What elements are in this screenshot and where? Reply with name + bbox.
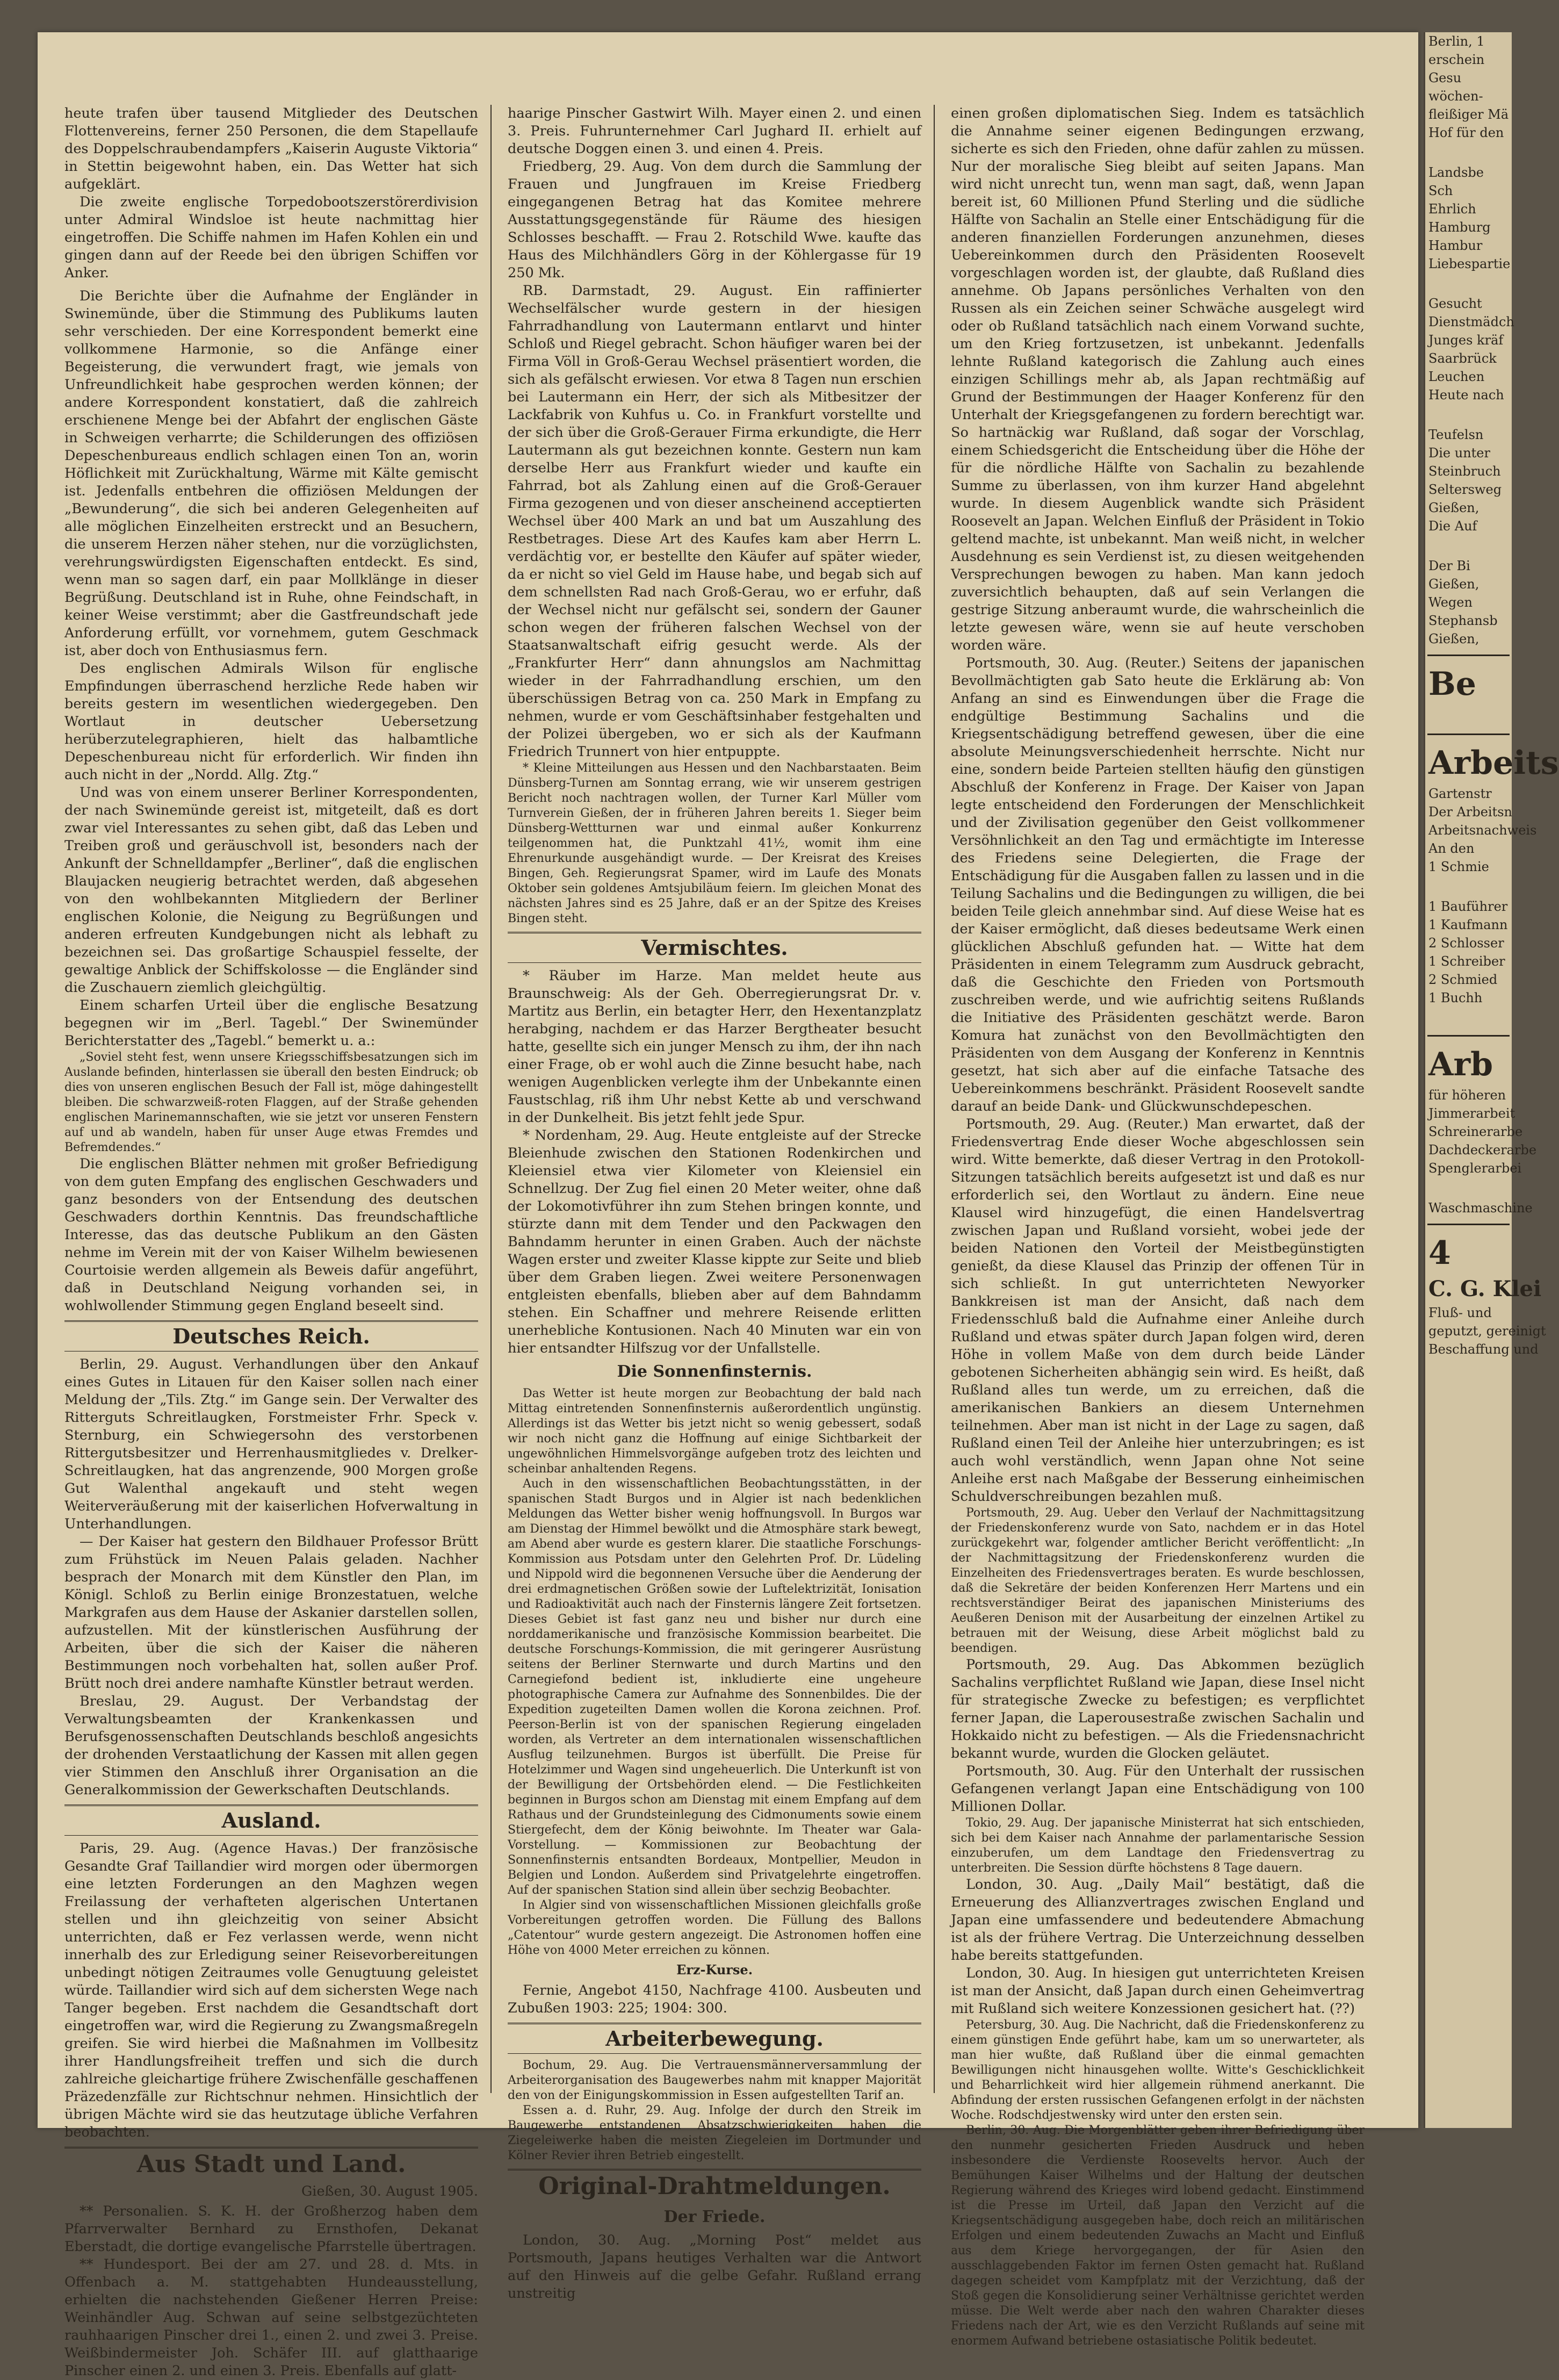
strip-text-fragment: Die Auf [1428,519,1477,534]
article-paragraph: RB. Darmstadt, 29. August. Ein raffinierter Wechselfälscher wurde gestern in der hiesigen Fahrradhandlung von Lautermann entlarvt und hinter Schloß und Riegel gebracht. Schon häufiger waren bei der Firma Völl in Groß-Gerau Wechsel präsentiert worden, die sich als gefälscht erwiesen. Vor etwa 8 Tagen nun erschien bei Lautermann ein Herr, der sich als Mitbesitzer der Lackfabrik von Kuhfus u. Co. in Frankfurt vorstellte und der sich über die Groß-Gerauer Firma erkundigte, die Herr Lautermann als gut bezeichnen konnte. Gestern nun kam derselbe Herr aus Frankfurt wieder und kaufte ein Fahrrad, bot als Zahlung einen auf die Groß-Gerauer Firma gezogenen und von dieser anscheinend acceptierten Wechsel über 400 Mark an und bat um Auszahlung des Restbetrages. Diese Art des Kaufes kam aber Herrn L. verdächtig vor, er bestellte den Käufer auf später wieder, da er nicht so viel Geld im Hause habe, und begab sich auf dem schnellsten Rad nach Groß-Gerau, wo er erfuhr, daß der Wechsel nicht nur gefälscht sei, sondern der Gauner schon wegen der früheren falschen Wechsel von der Staatsanwaltschaft eifrig gesucht werde. Als der „Frankfurter Herr“ dann ahnungslos am Nachmittag wieder in der Fahrradhandlung erschien, um den überschüssigen Betrag von ca. 250 Mark in Empfang zu nehmen, wurde er vom Geschäftsinhaber festgehalten und der Polizei übergeben, wo er sich als der Kaufmann Friedrich Trunnert von hier entpuppte. [508,283,921,760]
section-heading-vermischtes: Vermischtes. [508,932,921,963]
strip-text-fragment: Wegen [1428,595,1473,610]
strip-text-fragment: Spenglerarbei [1428,1161,1522,1176]
strip-text-fragment: Dachdeckerarbe [1428,1142,1537,1157]
subheading-der-friede: Der Friede. [663,2208,766,2226]
strip-text-fragment: Gießen, [1428,500,1479,515]
strip-spacer [1425,535,1512,557]
article-paragraph: * Nordenham, 29. Aug. Heute entgleiste auf der Strecke Bleienhude zwischen den Stationen Rodenkirchen und Kleiensiel etwa vier Kilometer von Kleiensiel ein Schnellzug. Der Zug fiel einen 20 Meter weiter, ohne daß der Lokomotivführer ihn zum Stehen bringen konnte, und stürzte dann mit dem Tender und den Packwagen den Bahndamm herunter in einen Graben. Auch der nächste Wagen erster und zweiter Klasse kippte zur Seite und blieb über dem Graben liegen. Zwei weitere Personenwagen entgleisten ebenfalls, blieben aber auf dem Bahndamm stehen. Ein Schaffner und mehrere Reisende erlitten unerhebliche Kontusionen. Nach 40 Minuten war ein von hier entsandter Hilfszug vor der Unfallstelle. [508,1127,921,1356]
article-paragraph: Des englischen Admirals Wilson für englische Empfindungen überraschend herzliche Rede haben wir bereits gestern im wesentlichen wiedergegeben. Den Wortlaut in deutscher Uebersetzung herüberzutelegraphieren, hielt das halbamtliche Depeschenbureau nicht für erforderlich. Wir finden ihn auch nicht in der „Nordd. Allg. Ztg.“ [64,660,478,783]
strip-text-fragment: 1 Schmie [1428,859,1489,874]
strip-text-fragment: Be [1428,665,1476,703]
strip-text-fragment: Gartenstr [1428,786,1492,801]
strip-rule [1427,655,1510,656]
strip-text-fragment: Die unter [1428,445,1490,461]
article-paragraph: Berlin, 29. August. Verhandlungen über den Ankauf eines Gutes in Litauen für den Kaiser sollen nach einer Meldung der „Tils. Ztg.“ im Gange sein. Der Verwalter des Ritterguts Schreitlaugken, Forstmeister Frhr. Speck v. Sternburg, ein Schwiegersohn des verstorbenen Rittergutsbesitzer und Herrenhausmitgliedes v. Drelker-Schreitlaugken, hat das angrenzende, 900 Morgen große Gut Walenthal angekauft und steht wegen Weiterveräußerung mit der kaiserlichen Hofverwaltung in Unterhandlungen. [64,1356,478,1532]
strip-text-fragment: Ehrlich [1428,202,1476,217]
strip-spacer [1425,1007,1512,1029]
strip-text-fragment: 2 Schmied [1428,972,1498,987]
article-paragraph: In Algier sind von wissenschaftlichen Missionen gleichfalls große Vorbereitungen getroffen worden. Die Füllung des Ballons „Catentour“ wurde gestern angezeigt. Die Astronomen hoffen eine Höhe von 4000 Meter erreichen zu können. [508,1899,921,1957]
column-divider [490,105,492,2093]
strip-spacer [1425,273,1512,294]
article-paragraph: ** Hundesport. Bei der am 27. und 28. d. Mts. in Offenbach a. M. stattgehabten Hundeausstellung, erhielten die nachstehenden Gießener Herren Preise: Weinhändler Aug. Schwan auf seine selbstgezüchteten rauhhaarigen Pinscher drei 1., einen 2. und zwei 3. Preise. Weißbindermeister Joh. Schäfer III. auf glatthaarige Pinscher einen 2. und einen 3. Preis. Ebenfalls auf glatt- [64,2256,478,2379]
strip-text-fragment: geputzt, gereinigt [1428,1324,1546,1339]
strip-text-fragment: für höheren [1428,1088,1506,1103]
article-paragraph: Das Wetter ist heute morgen zur Beobachtung der bald nach Mittag eintretenden Sonnenfinsternis außerordentlich ungünstig. Allerdings ist das Wetter bis jetzt nicht so wenig gebessert, sodaß wir noch nicht ganz die Hoffnung auf einige Sichtbarkeit der ungewöhnlichen Himmelsvorgänge aufgeben trotz des leichten und scheinbar anhaltenden Regens. [508,1387,921,1476]
strip-text-fragment: Der Arbeitsn [1428,804,1513,819]
article-paragraph: Petersburg, 30. Aug. Die Nachricht, daß die Friedenskonferenz zu einem günstigen Ende geführt habe, kam um so unerwarteter, als man hier wußte, daß Rußland über die einmal gemachten Bewilligungen nicht hinausgehen wollte. Witte's Geschicklichkeit und Beharrlichkeit wird hier allgemein rühmend anerkannt. Die Abfindung der ersten russischen Gefangenen erfolgt in der nächsten Woche. Rodschdjestwensky wird unter den ersten sein. [951,2018,1365,2122]
newspaper-page [38,32,1418,2379]
strip-text-fragment: Leuchen [1428,369,1485,384]
dateline: Gießen, 30. August 1905. [301,2183,478,2199]
strip-text-fragment: Hamburg [1428,220,1491,235]
strip-text-fragment: fleißiger Mä [1428,107,1509,122]
strip-text-fragment: Der Bi [1428,558,1470,573]
strip-text-fragment: 4 [1428,1234,1451,1272]
strip-text-fragment: Jimmerarbeit [1428,1106,1515,1121]
article-paragraph: einen großen diplomatischen Sieg. Indem es tatsächlich die Annahme seiner eigenen Bedingungen erzwang, sicherte es sich den Frieden, ohne dafür zahlen zu müssen. Nur der moralische Sieg bleibt auf seiten Japans. Man wird nicht unrecht tun, wenn man sagt, daß, wenn Japan bereit ist, 60 Millionen Pfund Sterling und die südliche Hälfte von Sachalin an Stelle einer Entschädigung für die anderen finanziellen Forderungen anzunehmen, dieses Uebereinkommen durch den Präsidenten Roosevelt vorgeschlagen worden ist, der glaubte, daß Rußland dies annehme. Ob Japans persönliches Verhalten von den Russen als ein Zeichen seiner Schwäche ausgelegt wird oder ob Rußland tatsächlich nach einem Vorwand suchte, um den Krieg fortzusetzen, ist unbekannt. Jedenfalls lehnte Rußland kategorisch die Zahlung auch eines einzigen Schillings mehr ab, als Japan rechtmäßig auf Grund der Bestimmungen der Haager Konferenz für den Unterhalt der Kriegsgefangenen zu fordern berechtigt war. So hartnäckig war Rußland, daß sogar der Vorschlag, einem Schiedsgericht die Entscheidung über die Höhe der für die nördliche Hälfte von Sachalin zu bezahlende Summe zu überlassen, von ihm kurzer Hand abgelehnt wurde. In diesem Augenblick wandte sich Präsident Roosevelt an Japan. Welchen Einfluß der Präsident in Tokio geltend machte, ist unbekannt. Man weiß nicht, in welcher Ausdehnung es sein Verdienst ist, zu diesen weitgehenden Versprechungen bewogen zu haben. Man kann jedoch zuversichtlich behaupten, daß auf sein Verlangen die gestrige Sitzung anberaumt wurde, die wahrscheinlich die letzte gewesen wäre, wenn sie auf heute verschoben worden wäre. [951,105,1365,653]
strip-text-fragment: Waschmaschine [1428,1200,1533,1216]
article-paragraph: London, 30. Aug. „Daily Mail“ bestätigt, daß die Erneuerung des Allianzvertrages zwischen England und Japan eine umfassendere und bedeutendere Abmachung ist als der frühere Vertrag. Die Unterzeichnung desselben habe bereits stattgefunden. [951,1876,1365,1964]
column-2 [508,105,921,2302]
article-paragraph: Portsmouth, 30. Aug. Für den Unterhalt der russischen Gefangenen verlangt Japan eine Entschädigung von 100 Millionen Dollar. [951,1763,1365,1815]
strip-text-fragment: Fluß- und [1428,1305,1492,1320]
strip-text-fragment: Stephansb [1428,613,1498,628]
strip-text-fragment: Dienstmädch [1428,314,1514,329]
strip-text-fragment: Steinbruch [1428,464,1501,479]
article-quote: „Soviel steht fest, wenn unsere Kriegsschiffsbesatzungen sich im Auslande befinden, hinterlassen sie überall den besten Eindruck; ob dies von unseren englischen Besuch der Fall ist, möge dahingestellt bleiben. Die schwarzweiß-roten Flaggen, auf der Straße gehenden englischen Marinemannschaften, wie sie jetzt vor unseren Fenstern auf und ab wandeln, haben für unser Auge etwas Fremdes und Befremdendes.“ [64,1051,478,1154]
article-paragraph: Essen a. d. Ruhr, 29. Aug. Infolge der durch den Streik im Baugewerbe entstandenen Absatzschwierigkeiten haben die Ziegeleiwerke haben die meisten Ziegeleien im Dortmunder und Kölner Revier ihren Betrieb eingestellt. [508,2104,921,2162]
strip-text-fragment: 1 Buchh [1428,990,1483,1005]
strip-text-fragment: Arbeitsnachweis [1428,823,1537,838]
strip-text-fragment: 1 Bauführer [1428,899,1508,914]
article-paragraph: Berlin, 30. Aug. Die Morgenblätter geben ihrer Befriedigung über den nunmehr gesicherten Frieden Ausdruck und heben insbesondere die Verdienste Roosevelts hervor. Auch der Bemühungen Kaiser Wilhelms und der Haltung der deutschen Regierung während des Krieges wird lobend gedacht. Einstimmend ist die Presse im Urteil, daß Japan den Verzicht auf die Kriegsentschädigung ausgegeben habe, doch reich an militärischen Erfolgen und einem bedeutenden Zuwachs an Macht und Einfluß aus dem Kriege hervorgegangen, der für Asien den ausschlaggebenden Faktor im fernen Osten gemacht hat. Rußland dagegen scheidet vom Kampfplatz mit der Verzichtung, daß der Stoß gegen die Konsolidierung seiner Verhältnisse gerichtet werden müsse. Die Welt werde aber nach den wahren Charakter dieses Friedens nach der Art, wie es den Verzicht Rußlands auf seine mit enormem Aufwand betriebene ostasiatische Politik bedeutet. [951,2124,1365,2348]
strip-text-fragment: erschein [1428,52,1485,67]
article-paragraph: Paris, 29. Aug. (Agence Havas.) Der französische Gesandte Graf Taillandier wird morgen oder übermorgen eine letzten Forderungen an den Maghzen wegen Freilassung der verhafteten algerischen Untertanen stellen und ihn gleichzeitig von seiner Absicht unterrichten, daß er Fez verlassen werde, wenn nicht innerhalb des zur Erledigung seiner Reisevorbereitungen unbedingt nötigen Zeitraumes volle Genugtuung geleistet würde. Taillandier wird sich auf dem sichersten Wege nach Tanger begeben. Erst nachdem die Gesandtschaft dort eingetroffen war, wird die Regierung zu Zwangsmaßregeln greifen. Sie wird hierbei die Maßnahmen im Vollbesitz ihrer Handlungsfreiheit treffen und sich die durch zahlreiche gleichartige frühere Zwischenfälle geschaffenen Präzedenzfälle zur Richtschnur nehmen. Hinsichtlich der übrigen Mächte wird sie das heutzutage übliche Verfahren beobachten. [64,1840,478,2140]
article-paragraph: Portsmouth, 30. Aug. (Reuter.) Seitens der japanischen Bevollmächtigten gab Sato heute die Erklärung ab: Von Anfang an sind es Einwendungen über die Frage die endgültige Bestimmung Sachalins und die Kriegsentschädigung betreffend gewesen, über die eine absolute Meinungsverschiedenheit herrschte. Nicht nur eine, sondern beide Parteien stellten häufig den günstigen Abschluß der Konferenz in Frage. Der Kaiser von Japan legte entscheidend den Forderungen der Menschlichkeit und der Zivilisation gegenüber den Geist vollkommener Versöhnlichkeit an den Tag und ermächtigte im Interesse des Friedens seine Delegierten, die Frage der Entschädigung für die Ausgaben fallen zu lassen und in die Teilung Sachalins und die Bedingungen zu willigen, die bei beiden Teile gleich annehmbar sind. Auf diese Weise hat es der Kaiser ermöglicht, daß dieses bedeutsame Werk einen glücklichen Abschluß gefunden hat. — Witte hat dem Präsidenten in einem Telegramm zum Ausdruck gebracht, daß die Geschichte den Frieden von Portsmouth zuschreiben werde, und wie aufrichtig seitens Rußlands die Initiative des Präsidenten geschätzt werde. Baron Komura hat zunächst von den Bevollmächtigten den Präsidenten von dem Ausgang der Konferenz in Kenntnis gesetzt, hat sich aber auf die einfache Tatsache des Uebereinkommens beschränkt. Präsident Roosevelt sandte darauf an beide Dank- und Glückwunschdepeschen. [951,655,1365,1114]
strip-rule [1427,1224,1510,1225]
strip-text-fragment: Gesu [1428,70,1462,85]
strip-rule [1427,1035,1510,1037]
column-1 [64,105,478,2379]
subheading-sonnenfinsternis: Die Sonnenfinsternis. [617,1362,812,1381]
article-paragraph: heute trafen über tausend Mitglieder des Deutschen Flottenvereins, ferner 250 Personen, die dem Stapellaufe des Doppelschraubendampfers „Kaiserin Auguste Viktoria“ in Stettin beigewohnt haben, ein. Das Wetter hat sich aufgeklärt. [64,105,478,192]
column-3 [951,105,1365,2348]
strip-spacer [1425,1358,1512,1380]
article-paragraph: Fernie, Angebot 4150, Nachfrage 4100. Ausbeuten und Zubußen 1903: 225; 1904: 300. [508,1982,921,2016]
strip-text-fragment: An den [1428,841,1475,856]
article-paragraph: Die englischen Blätter nehmen mit großer Befriedigung von dem guten Empfang des englischen Geschwaders und ganz besonders von der Entsendung des deutschen Geschwaders dorthin Kenntnis. Das freundschaftliche Interesse, das das deutsche Publikum an den Gästen nehme im Verein mit der von Kaiser Wilhelm bewiesenen Courtoisie werden allgemein als Beweis dafür angeführt, daß in Deutschland Neigung vorhanden sei, in wohlwollender Stimmung gegen England beseelt sind. [64,1156,478,1314]
strip-text-fragment: Sch [1428,183,1453,198]
article-paragraph: Auch in den wissenschaftlichen Beobachtungsstätten, in der spanischen Stadt Burgos und in Algier ist nach bedenklichen Meldungen das Wetter bisher wenig hoffnungsvoll. In Burgos war am Dienstag der Himmel bewölkt und die Atmosphäre stark bewegt, am Abend aber wurde es gestern klarer. Die staatliche Forschungs-Kommission aus Potsdam unter den Gelehrten Prof. Dr. Lüdeling und Nippold wird die begonnenen Versuche über die Aenderung der drei erdmagnetischen Größen sowie der Luftelektrizität, Ionisation und Radioaktivität auch nach der Finsternis längere Zeit fortsetzen. Dieses Gebiet ist fast ganz neu und bisher nur durch eine norddamerikanische und französische Kommission bearbeitet. Die deutsche Forschungs-Kommission, die mit geringerer Ausrüstung seitens der Berliner Sternwarte und durch Martins und den Carnegiefond bedient ist, inkludierte eine ungeheure photographische Camera zur Aufnahme des Sonnenbildes. Die der Expedition zugeteilten Damen wollen die Korona zeichnen. Prof. Peerson-Berlin ist von der spanischen Regierung eingeladen worden, als Vertreter an dem internationalen wissenschaftlichen Ausflug teilzunehmen. Burgos ist überfüllt. Die Preise für Hotelzimmer und Wagen sind ungeheuerlich. Die Unterkunft ist von der Bewilligung der Ortsbehörden elend. — Die Festlichkeiten beginnen in Burgos schon am Dienstag mit einem Empfang auf dem Rathaus und der Grundsteinlegung des Cidmonuments sowie einem Stiergefecht, dem der König beiwohnte. Im Theater war Gala-Vorstellung. — Kommissionen zur Beobachtung der Sonnenfinsternis entsandten Bordeaux, Montpellier, Meudon in Belgien und London. Außerdem sind Privatgelehrte eingetroffen. Auf der spanischen Station sind allein über sechzig Beobachter. [508,1477,921,1897]
strip-text-fragment: Gießen, [1428,577,1479,592]
article-paragraph: Die Berichte über die Aufnahme der Engländer in Swinemünde, über die Stimmung des Publikums lauten sehr verschieden. Der eine Korrespondent bemerkt eine vollkommene Harmonie, so die Anfänge einer Begeisterung, die verwundert fragt, wie jemals von Unfreundlichkeit habe gesprochen werden können; der andere Korrespondent konstatiert, daß die zahlreich erschienene Menge bei der Abfahrt der englischen Gäste in Schweigen verharrte; die Schilderungen des offiziösen Depeschenbureaus endlich schlagen einen Ton an, worin Höflichkeit mit Zurückhaltung, Wärme mit Kälte gemischt ist. Jedenfalls entbehren die offiziösen Meldungen der „Bewunderung“, die sich bei anderen Gelegenheiten auf alle möglichen Einzelheiten erstreckt und an Besuchern, die unserem Herzen näher stehen, nur die vorzüglichsten, verehrungswürdigsten Eigenschaften entdeckt. Es sind, wenn man so sagen darf, ein paar Mollklänge in dieser Begrüßung. Deutschland ist in Ruhe, ohne Feindschaft, in keiner Weise verstimmt; aber die Gastfreundschaft jede Anforderung erfüllt, vor vornehmem, gutem Geschmack ist, aber doch von Enthusiasmus fern. [64,288,478,659]
article-paragraph: Friedberg, 29. Aug. Von dem durch die Sammlung der Frauen und Jungfrauen im Kreise Friedberg eingegangenen Betrag hat das Komitee mehrere Ausstattungsgegenstände für Räume des hiesigen Schlosses beschafft. — Frau 2. Rotschild Wwe. kaufte das Haus des Milchhändlers Görg in der Köhlergasse für 19 250 Mk. [508,159,921,281]
article-paragraph: * Räuber im Harze. Man meldet heute aus Braunschweig: Als der Geh. Oberregierungsrat Dr. v. Martitz aus Berlin, ein betagter Herr, den Hexentanzplatz herabging, nachdem er das Harzer Bergtheater besucht hatte, gesellte sich ein junger Mensch zu ihm, der ihn nach einer Frage, ob er wohl auch die Zinne besucht habe, nach wenigen Augenblicken verlegte ihm der Unbekannte einen Faustschlag, riß ihm Uhr nebst Kette ab und verschwand in der Dunkelheit. Bis jetzt fehlt jede Spur. [508,968,921,1126]
article-paragraph: London, 30. Aug. In hiesigen gut unterrichteten Kreisen ist man der Ansicht, daß Japan durch einen Geheimvertrag mit Rußland sich weitere Konzessionen gesichert hat. (??) [951,1965,1365,2017]
article-paragraph: * Kleine Mitteilungen aus Hessen und den Nachbarstaaten. Beim Dünsberg-Turnen am Sonntag errang, wie wir unserem gestrigen Bericht noch nachtragen wollen, der Turner Karl Müller vom Turnverein Gießen, der in früheren Jahren bereits 1. Sieger beim Dünsberg-Wettturnen war und einmal außer Konkurrenz teilgenommen hat, die Punktzahl 41½, womit ihm eine Ehrenurkunde ausgehändigt wurde. — Der Kreisrat des Kreises Bingen, Geh. Regierungsrat Spamer, wird im Laufe des Monats Oktober sein goldenes Amtsjubiläum feiern. Im gleichen Monat des nächsten Jahres sind es 25 Jahre, daß er an der Spitze des Kreises Bingen steht. [508,761,921,925]
article-paragraph: Breslau, 29. August. Der Verbandstag der Verwaltungsbeamten der Krankenkassen und Berufsgenossenschaften Deutschlands beschloß angesichts der drohenden Verstaatlichung der Kassen mit allen gegen vier Stimmen den Anschluß ihrer Organisation an die Generalkommission der Gewerkschaften Deutschlands. [64,1693,478,1798]
strip-text-fragment: Gesucht [1428,296,1482,311]
strip-text-fragment: C. G. Klei [1428,1276,1542,1302]
strip-spacer [1425,142,1512,163]
strip-text-fragment: Schreinerarbe [1428,1124,1523,1139]
strip-text-fragment: Saarbrück [1428,351,1497,366]
strip-text-fragment: Teufelsn [1428,427,1484,442]
article-paragraph: Portsmouth, 29. Aug. (Reuter.) Man erwartet, daß der Friedensvertrag Ende dieser Woche abgeschlossen sein wird. Witte bemerkte, daß dieser Vertrag in den Protokoll-Sitzungen tatsächlich bereits aufgesetzt ist und daß es nur erforderlich sei, den Wortlaut zu ändern. Eine neue Klausel wird hinzugefügt, die einen Handelsvertrag zwischen Japan und Rußland vorsieht, wobei jede der beiden Nationen den Vorteil der Meistbegünstigten genießt, da diese Klausel das Prinzip der offenen Tür in sich schließt. In gut unterrichteten Newyorker Bankkreisen ist man der Ansicht, daß nach dem Friedensschluß bald die Aufnahme einer Anleihe durch Rußland und etwas später durch Japan folgen wird, deren Höhe in vollem Maße von dem durch beide Länder gebotenen Sicherheiten abhängig sein wird. Es heißt, daß Rußland alles tun werde, um zu erreichen, daß die amerikanischen Bankiers an diesem Unternehmen teilnehmen. Aber man ist nicht in der Lage zu sagen, daß Rußland einen Teil der Anleihe hier unterzubringen; es ist auch wohl verständlich, wenn Japan ohne Not seine Anleihe erst nach Maßgabe der Besserung einheimischen Schuldverschreibungen bezahlen muß. [951,1116,1365,1505]
article-paragraph: haarige Pinscher Gastwirt Wilh. Mayer einen 2. und einen 3. Preis. Fuhrunternehmer Carl Jughard II. erhielt auf deutsche Doggen einen 3. und einen 4. Preis. [508,105,921,157]
strip-spacer [1425,1177,1512,1199]
strip-text-fragment: 2 Schlosser [1428,936,1504,951]
section-heading-arbeiterbewegung: Arbeiterbewegung. [508,2023,921,2054]
strip-text-fragment: Arbeits [1428,744,1559,782]
article-paragraph: ** Personalien. S. K. H. der Großherzog haben dem Pfarrverwalter Bernhard zu Ernsthofen, Dekanat Eberstadt, die dortige evangelische Pfarrstelle übertragen. [64,2203,478,2255]
strip-spacer [1425,706,1512,727]
strip-text-fragment: Heute nach [1428,387,1504,402]
strip-text-fragment: Hof für den [1428,125,1504,140]
section-heading-stadt-und-land: Aus Stadt und Land. [64,2147,478,2181]
subheading-erz-kurse: Erz-Kurse. [676,1962,753,1978]
strip-spacer [1425,404,1512,426]
strip-text-fragment: Berlin, 1 [1428,34,1485,49]
strip-spacer [1425,876,1512,897]
strip-text-fragment: Hambur [1428,238,1483,253]
section-heading-ausland: Ausland. [64,1804,478,1836]
strip-text-fragment: Seltersweg [1428,482,1502,497]
article-paragraph: Einem scharfen Urteil über die englische Besatzung begegnen wir im „Berl. Tagebl.“ Der Swinemünder Berichterstatter des „Tagebl.“ bemerkt u. a.: [64,997,478,1049]
strip-rule [1427,734,1510,735]
strip-text-fragment: Junges kräf [1428,333,1504,348]
article-paragraph: — Der Kaiser hat gestern den Bildhauer Professor Brütt zum Frühstück im Neuen Palais geladen. Nachher besprach der Monarch mit dem Künstler den Plan, im Königl. Schloß zu Berlin einige Bronzestatuen, welche Markgrafen aus dem Hause der Askanier darstellen sollen, aufzustellen. Mit der künstlerischen Ausführung der Arbeiten, über die sich der Kaiser die näheren Bestimmungen noch vorbehalten hat, sollen außer Prof. Brütt noch drei andere namhafte Künstler betraut werden. [64,1534,478,1692]
article-paragraph: Tokio, 29. Aug. Der japanische Ministerrat hat sich entschieden, sich bei dem Kaiser nach Annahme der parlamentarische Session einzuberufen, um dem Landtage den Friedensvertrag zu unterbreiten. Die Session dürfte höchstens 8 Tage dauern. [951,1816,1365,1875]
strip-text-fragment: 1 Kaufmann [1428,917,1508,932]
strip-text-fragment: Arb [1428,1046,1493,1083]
article-paragraph: Portsmouth, 29. Aug. Ueber den Verlauf der Nachmittagsitzung der Friedenskonferenz wurde von Sato, nachdem er in das Hotel zurückgekehrt war, folgender amtlicher Bericht veröffentlicht: „In der Nachmittagsitzung der Friedenskonferenz wurden die Einzelheiten des Friedensvertrages beraten. Es wurde beschlossen, daß die Sekretäre der beiden Konferenzen Herr Martens und ein rechtsverständiger Beirat des japanischen Ministeriums des Aeußeren Denison mit der Ausarbeitung der einzelnen Artikel zu betrauen mit der Weisung, diese Arbeit möglichst bald zu beendigen. [951,1506,1365,1655]
column-divider [934,105,935,2093]
strip-text-fragment: 1 Schreiber [1428,954,1505,969]
article-paragraph: Und was von einem unserer Berliner Korrespondenten, der nach Swinemünde gereist ist, mitgeteilt, daß es dort zwar viel Interessantes zu sehen gibt, daß das Leben und Treiben groß und geräuschvoll ist, besonders nach der Ankunft der Schnelldampfer „Berliner“, daß die englischen Blaujacken neugierig betrachtet werden, daß abgesehen von den wohlbekannten Mitgliedern der Berliner englischen Kolonie, die Neigung zu Begrüßungen und anderen erfreuten Kundgebungen nicht als lebhaft zu bezeichnen sei. Das großartige Schauspiel fesselte, der gewaltige Anblick der Schiffskolosse — die Engländer sind die Zuschauern ziemlich gleichgültig. [64,785,478,996]
section-heading-deutsches-reich: Deutsches Reich. [64,1320,478,1351]
article-paragraph: Portsmouth, 29. Aug. Das Abkommen bezüglich Sachalins verpflichtet Rußland wie Japan, diese Insel nicht für strategische Zwecke zu befestigen; es verpflichtet ferner Japan, die Laperousestraße zwischen Sachalin und Hokkaido nicht zu befestigen. — Als die Friedensnachricht bekannt wurde, wurden die Glocken geläutet. [951,1657,1365,1761]
strip-text-fragment: Landsbe [1428,165,1484,180]
adjacent-page-strip [1424,32,1559,2128]
strip-text-fragment: Liebespartie [1428,256,1511,271]
strip-text-fragment: wöchen- [1428,89,1483,104]
article-paragraph: Bochum, 29. Aug. Die Vertrauensmännerversammlung der Arbeiterorganisation des Baugewerbes nahm mit knapper Majorität den von der Einigungskommission in Essen aufgestellten Tarif an. [508,2059,921,2102]
section-heading-drahtmeldungen: Original-Drahtmeldungen. [508,2169,921,2203]
strip-text-fragment: Beschaffung und [1428,1342,1539,1357]
article-paragraph: London, 30. Aug. „Morning Post“ meldet aus Portsmouth, Japans heutiges Verhalten war die Antwort auf den Hinweis auf die gelbe Gefahr. Rußland errang unstreitig [508,2232,921,2302]
article-paragraph: Die zweite englische Torpedobootszerstörerdivision unter Admiral Windsloe ist heute nachmittag hier eingetroffen. Die Schiffe nahmen im Hafen Kohlen ein und gingen dann auf der Reede bei den übrigen Schiffen vor Anker. [64,194,478,281]
strip-text-fragment: Gießen, [1428,631,1479,646]
